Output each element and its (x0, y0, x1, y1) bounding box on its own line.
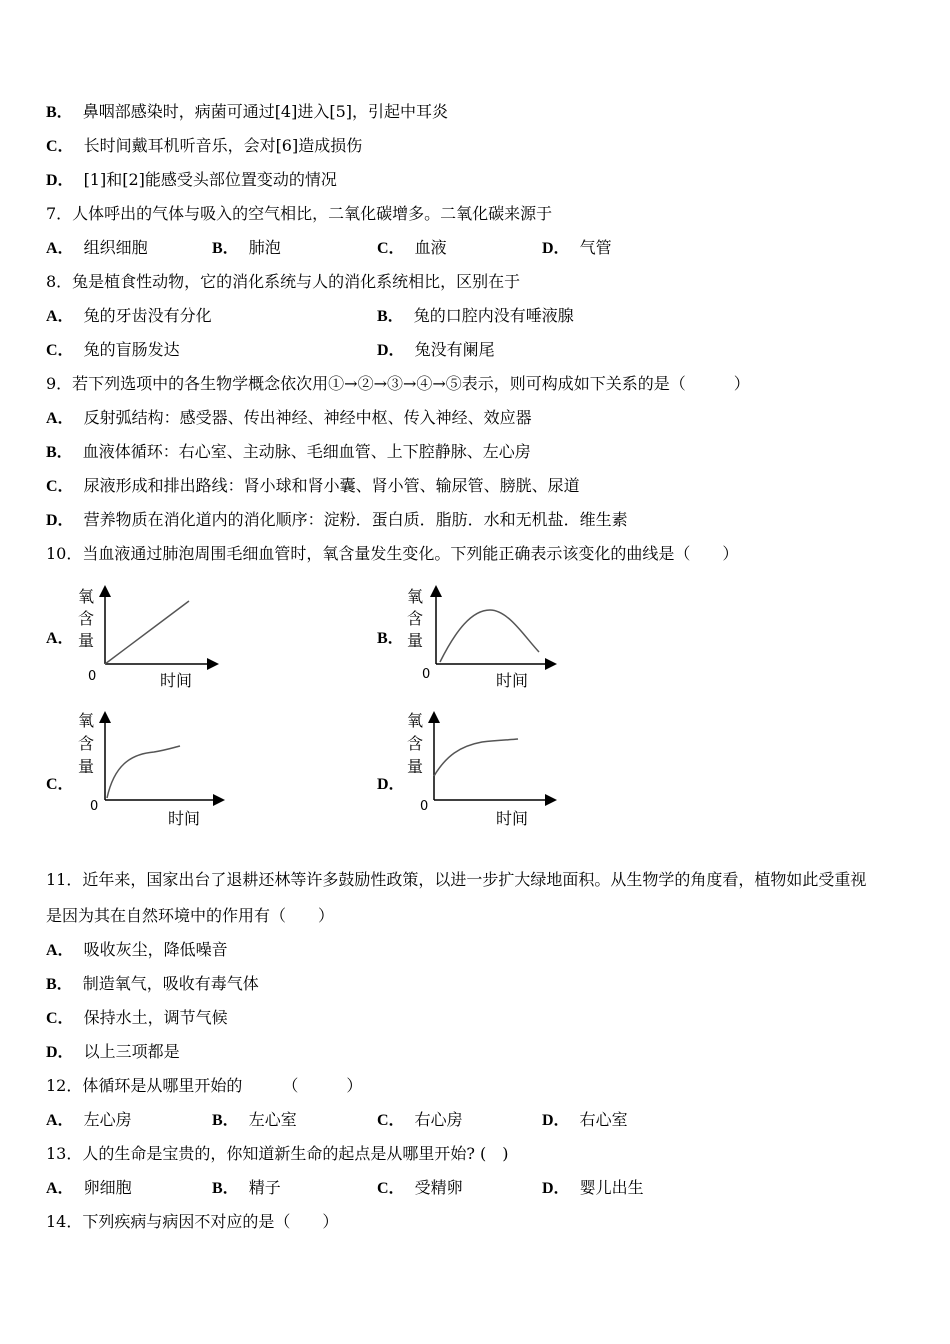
q13-stem: 13．人的生命是宝贵的，你知道新生命的起点是从哪里开始? ( ) (46, 1144, 509, 1163)
q7-option-b: B． 肺泡 (212, 238, 281, 257)
q9-option-a: A． 反射弧结构：感受器、传出神经、神经中枢、传入神经、效应器 (46, 408, 532, 427)
y-axis-char: 氧 (78, 587, 95, 606)
y-axis-char: 氧 (78, 711, 95, 730)
q14-stem: 14．下列疾病与病因不对应的是（ ） (46, 1212, 339, 1231)
q10-graph-c-label: C． (46, 776, 74, 793)
q9-option-c: C． 尿液形成和排出路线：肾小球和肾小囊、肾小管、输尿管、膀胱、尿道 (46, 476, 580, 495)
q10-graph-d-label: D． (377, 776, 405, 793)
q10-graph-d (404, 706, 564, 831)
q10-graph-a (74, 580, 234, 692)
q8-option-b: B． 兔的口腔内没有唾液腺 (377, 306, 574, 325)
q11-option-d: D． 以上三项都是 (46, 1042, 180, 1061)
origin-label: 0 (420, 799, 429, 814)
q11-stem-line2: 是因为其在自然环境中的作用有（ ） (46, 906, 335, 925)
y-axis-char: 量 (407, 631, 424, 650)
y-axis-char: 含 (407, 734, 424, 753)
q10-graph-b (404, 580, 564, 692)
q11-stem-line1: 11．近年来，国家出台了退耕还林等许多鼓励性政策，以进一步扩大绿地面积。从生物学的角度看，植物如此受重视 (46, 870, 867, 889)
q7-option-c: C． 血液 (377, 238, 447, 257)
q6-option-c: C． 长时间戴耳机听音乐，会对[6]造成损伤 (46, 136, 363, 155)
y-axis-char: 含 (78, 734, 95, 753)
curve-linear (105, 601, 189, 664)
origin-label: 0 (88, 669, 97, 684)
q6-option-d: D． [1]和[2]能感受头部位置变动的情况 (46, 170, 337, 189)
y-axis-char: 含 (78, 609, 95, 628)
q8-stem: 8．兔是植食性动物，它的消化系统与人的消化系统相比，区别在于 (46, 272, 521, 291)
curve-rise-fall (440, 610, 539, 662)
q13-option-a: A． 卵细胞 (46, 1178, 132, 1197)
q8-option-c: C． 兔的盲肠发达 (46, 340, 180, 359)
q11-option-c: C． 保持水土，调节气候 (46, 1008, 228, 1027)
q9-option-b: B． 血液体循环：右心室、主动脉、毛细血管、上下腔静脉、左心房 (46, 442, 531, 461)
q13-option-d: D． 婴儿出生 (542, 1178, 644, 1197)
x-axis-label: 时间 (160, 671, 193, 690)
origin-label: 0 (422, 667, 431, 682)
q10-stem: 10．当血液通过肺泡周围毛细血管时，氧含量发生变化。下列能正确表示该变化的曲线是（ ） (46, 544, 739, 563)
q8-option-d: D． 兔没有阑尾 (377, 340, 495, 359)
q9-stem: 9．若下列选项中的各生物学概念依次用①→②→③→④→⑤表示，则可构成如下关系的是（ ） (46, 374, 750, 393)
q12-option-b: B． 左心室 (212, 1110, 297, 1129)
origin-label: 0 (90, 799, 99, 814)
y-axis-char: 量 (407, 757, 424, 776)
x-axis-label: 时间 (496, 671, 529, 690)
q13-option-b: B． 精子 (212, 1178, 281, 1197)
q8-option-a: A． 兔的牙齿没有分化 (46, 306, 212, 325)
q9-option-d: D． 营养物质在消化道内的消化顺序：淀粉．蛋白质．脂肪．水和无机盐．维生素 (46, 510, 628, 529)
q11-option-a: A． 吸收灰尘，降低噪音 (46, 940, 228, 959)
curve-plateau-from-zero (107, 746, 180, 798)
y-axis-char: 量 (78, 631, 95, 650)
q13-option-c: C． 受精卵 (377, 1178, 463, 1197)
q10-graph-b-label: B． (377, 630, 404, 647)
q7-stem: 7．人体呼出的气体与吸入的空气相比，二氧化碳增多。二氧化碳来源于 (46, 204, 553, 223)
q12-option-a: A． 左心房 (46, 1110, 132, 1129)
q12-option-c: C． 右心房 (377, 1110, 463, 1129)
curve-plateau-from-nonzero (434, 739, 518, 776)
y-axis-char: 氧 (407, 711, 424, 730)
x-axis-label: 时间 (496, 809, 529, 828)
q7-option-a: A． 组织细胞 (46, 238, 148, 257)
q10-graph-c (74, 706, 234, 831)
q12-option-d: D． 右心室 (542, 1110, 628, 1129)
y-axis-char: 含 (407, 609, 424, 628)
q6-option-b: B． 鼻咽部感染时，病菌可通过[4]进入[5]，引起中耳炎 (46, 102, 449, 121)
x-axis-label: 时间 (168, 809, 201, 828)
q7-option-d: D． 气管 (542, 238, 612, 257)
y-axis-char: 量 (78, 757, 95, 776)
q12-stem: 12．体循环是从哪里开始的 （ ） (46, 1076, 363, 1095)
y-axis-char: 氧 (407, 587, 424, 606)
q10-graph-a-label: A． (46, 630, 74, 647)
q11-option-b: B． 制造氧气，吸收有毒气体 (46, 974, 259, 993)
